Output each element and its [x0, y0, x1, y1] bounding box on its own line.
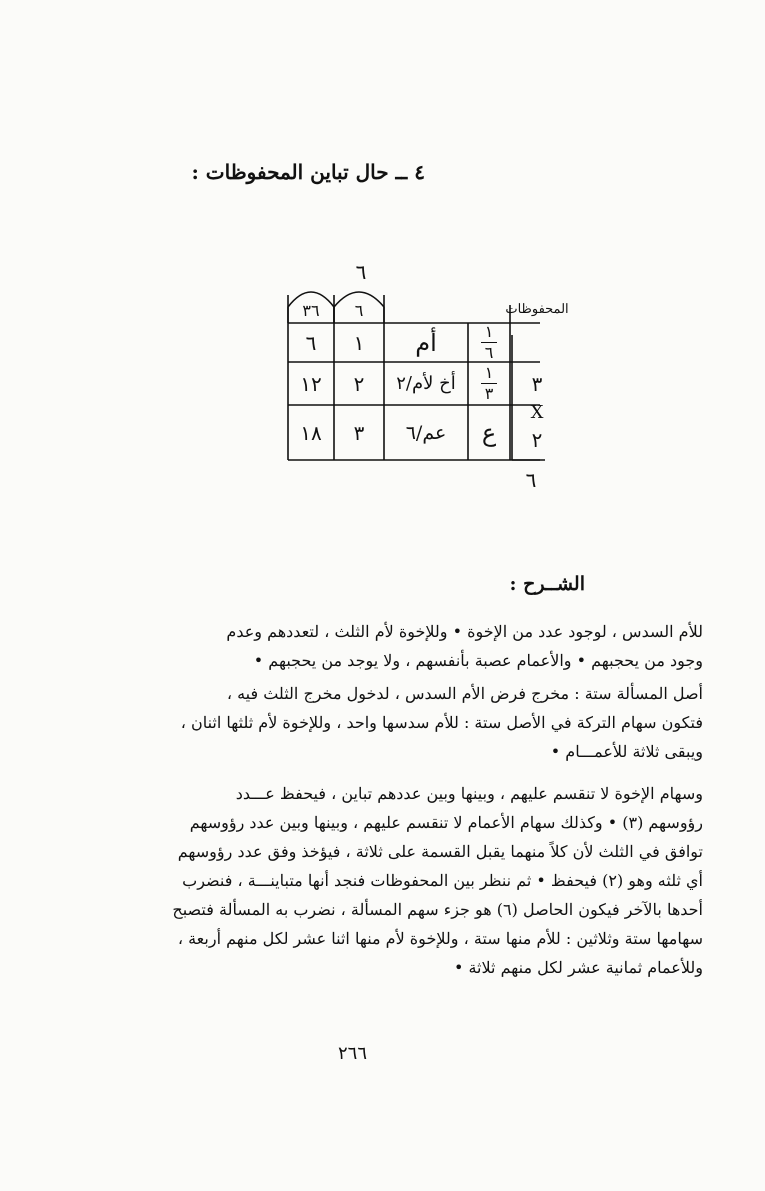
head-total: ٣٦ — [302, 300, 320, 320]
table-row-heir: أم — [415, 328, 437, 357]
section-heading: ٤ ــ حال تباين المحفوظات : — [191, 160, 425, 184]
table-row-share: ١٨ — [300, 420, 322, 445]
table-row-fraction: $\frac{١}{٦}$ — [468, 323, 510, 362]
table-row-heir: عم/٦ — [405, 421, 447, 444]
table-row-sub: ١ — [353, 330, 365, 355]
paragraph: للأم السدس ، لوجود عدد من الإخوة • وللإخوة لأم الثلث ، لتعددهم وعدم وجود من يحجبهم • والأعمام عصبة بأنفسهم ، ولا يوجد من يحجبهم • — [226, 622, 703, 670]
explanation-title: الشــرح : — [509, 573, 585, 595]
page-number: ٢٦٦ — [338, 1043, 368, 1064]
top-label: ٦ — [355, 260, 367, 284]
table-row-share: ١٢ — [300, 371, 322, 396]
mahfoozat-label: المحفوظات — [505, 301, 569, 317]
table-row-fraction: ع — [481, 418, 497, 447]
table-row-share: ٦ — [305, 330, 317, 355]
paragraph: أصل المسألة ستة : مخرج فرض الأم السدس ، لدخول مخرج الثلث فيه ، فتكون سهام التركة في الأصل ستة : للأم سدسها واحد ، وللإخوة لأم ثلثها اثنان ، ويبقى ثلاثة للأعمـــام • — [180, 684, 703, 761]
bottom-label: ٦ — [525, 468, 537, 492]
right-multiplier-bottom: ٢ — [531, 428, 543, 452]
inheritance-table — [270, 255, 570, 500]
right-multiplier-top: ٣ — [531, 372, 543, 396]
table-row-sub: ٢ — [353, 371, 365, 396]
table-row-sub: ٣ — [353, 420, 365, 445]
table-row-heir: أخ لأم/٢ — [396, 373, 456, 394]
times-sign: X — [530, 401, 544, 423]
head-multiplier: ٦ — [354, 300, 364, 320]
table-row-fraction: $\frac{١}{٣}$ — [468, 362, 510, 405]
paragraph: وسهام الإخوة لا تنقسم عليهم ، وبينها وبين عددهم تباين ، فيحفظ عـــدد رؤوسهم (٣) • وكذلك سهام الأعمام لا تنقسم عليهم ، وبينها وبين عدد رؤوسهم توافق في الثلث لأن كلاً منهما يقبل القسمة على ثلاثة ، فيؤخذ وفق عدد رؤوسهم أي ثلثه وهو (٢) فيحفظ • ثم ننظر بين المحفوظات فنجد أنها متباينـــة ، فنضرب أحدها بالآخر فيكون الحاصل (٦) هو جزء سهم المسألة ، نضرب به المسألة فتصبح سهامها ستة وثلاثين : للأم منها ستة ، وللإخوة لأم منها اثنا عشر لكل منهم أربعة ، وللأعمام ثمانية عشر لكل منهم ثلاثة • — [172, 784, 703, 977]
